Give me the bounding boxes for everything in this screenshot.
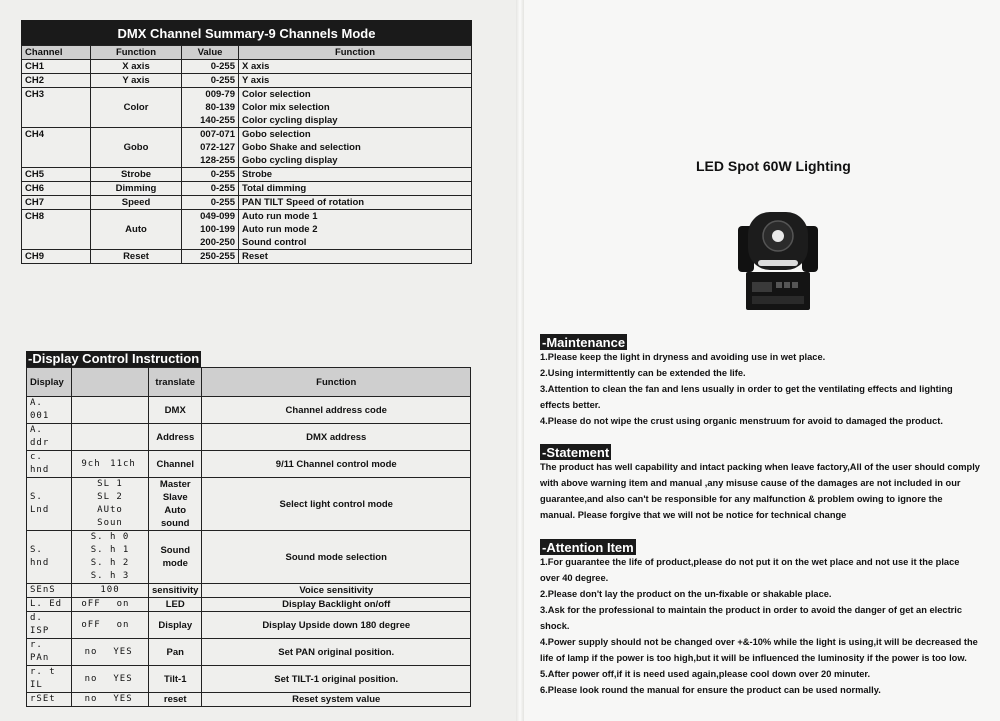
dmx-value: 009-79 <box>205 89 235 100</box>
dmx-value-cell <box>182 60 239 74</box>
dci-option: no <box>84 646 98 657</box>
dci-function-cell: Display Upside down 180 degree <box>202 612 471 639</box>
dci-option: S. h 1 <box>90 545 130 555</box>
led-strip <box>758 260 798 266</box>
button-icon <box>792 282 798 288</box>
dmx-description: Strobe <box>242 169 273 180</box>
dci-option: 11ch <box>110 458 136 469</box>
dci-function-cell: Set TILT-1 original position. <box>202 666 471 693</box>
dmx-value: 0-255 <box>210 169 235 180</box>
dci-options-cell <box>72 397 149 424</box>
display-panel <box>752 282 772 292</box>
dci-row <box>27 639 471 666</box>
dmx-row <box>22 128 472 168</box>
dmx-row <box>22 210 472 250</box>
dmx-channel-cell: CH1 <box>22 60 91 74</box>
dci-options-cell <box>72 584 149 598</box>
dci-option: AUto <box>97 505 123 515</box>
dmx-rows <box>22 60 472 264</box>
dci-option: YES <box>113 694 133 704</box>
lens-icon <box>772 230 784 242</box>
dci-options-cell <box>72 639 149 666</box>
dci-translate: sound <box>160 518 190 529</box>
dci-row <box>27 424 471 451</box>
dci-translate-cell <box>149 478 202 531</box>
statement-text <box>540 459 980 523</box>
attention-title: -Attention Item <box>542 540 634 555</box>
dci-function-cell: Sound mode selection <box>202 531 471 584</box>
dmx-value-cell <box>182 250 239 264</box>
dmx-channel-cell: CH8 <box>22 210 91 250</box>
dci-row <box>27 531 471 584</box>
product-title: LED Spot 60W Lighting <box>696 158 851 174</box>
dci-translate-cell <box>149 612 202 639</box>
dci-display-cell: SEnS <box>27 584 72 598</box>
dmx-row <box>22 168 472 182</box>
dmx-value: 100-199 <box>200 224 235 235</box>
dci-translate: Tilt-1 <box>163 673 187 685</box>
dmx-function-cell: Reset <box>91 250 182 264</box>
dmx-channel-cell: CH4 <box>22 128 91 168</box>
dci-display-cell: L. Ed <box>27 598 72 612</box>
dci-row <box>27 612 471 639</box>
dci-translate-cell <box>149 666 202 693</box>
dmx-function-cell: Strobe <box>91 168 182 182</box>
dmx-description-cell <box>239 88 472 128</box>
dci-header-row <box>27 368 471 397</box>
dci-options-cell <box>72 598 149 612</box>
attention-item: 2.Please don't lay the product on the un-fixable or shakable place. <box>540 589 832 599</box>
dmx-description: Total dimming <box>242 183 307 194</box>
attention-item: 4.Power supply should not be changed over +&-10% while the light is using,it will be decreased the life of lamp if the power is too high,but it will be influenced the luminosity if the power is too low. <box>540 637 978 663</box>
dmx-function-cell: Y axis <box>91 74 182 88</box>
dci-options-cell <box>72 478 149 531</box>
dci-function-cell: Set PAN original position. <box>202 639 471 666</box>
dci-translate: LED <box>165 599 185 610</box>
dmx-value-cell <box>182 210 239 250</box>
dci-translate-cell <box>149 397 202 424</box>
dmx-description: Gobo cycling display <box>242 155 338 166</box>
page-fold <box>516 0 524 721</box>
dmx-value-cell <box>182 182 239 196</box>
maintenance-text <box>540 349 980 429</box>
dci-options-cell <box>72 451 149 478</box>
dci-function-cell: 9/11 Channel control mode <box>202 451 471 478</box>
maintenance-item: 1.Please keep the light in dryness and avoiding use in wet place. <box>540 352 826 362</box>
dmx-summary-table <box>21 20 472 264</box>
dmx-description: Color mix selection <box>242 102 330 113</box>
dmx-header-value: Value <box>182 46 239 60</box>
dmx-function-cell: Dimming <box>91 182 182 196</box>
attention-item: 3.Ask for the professional to maintain the product in order to avoid the danger of get an electric shock. <box>540 605 963 631</box>
dci-row <box>27 598 471 612</box>
dmx-value-cell <box>182 74 239 88</box>
dci-translate: DMX <box>164 404 186 416</box>
attention-item: 6.Please look round the manual for ensure the product can be used normally. <box>540 685 881 695</box>
dci-options-cell <box>72 424 149 451</box>
dci-translate: reset <box>163 694 187 705</box>
dci-translate-cell <box>149 693 202 707</box>
dci-display-cell: d. ISP <box>27 612 72 639</box>
dmx-description: PAN TILT Speed of rotation <box>242 197 365 208</box>
dmx-channel-cell: CH7 <box>22 196 91 210</box>
dci-display-cell: c. hnd <box>27 451 72 478</box>
dmx-description-cell <box>239 250 472 264</box>
dmx-value: 0-255 <box>210 75 235 86</box>
dci-option: 9ch <box>81 458 101 469</box>
dci-translate: Channel <box>156 458 194 470</box>
dmx-description: Reset <box>242 251 268 262</box>
display-control-title: -Display Control Instruction <box>28 351 200 366</box>
dmx-value: 072-127 <box>200 142 235 153</box>
dmx-value-cell <box>182 196 239 210</box>
dmx-description: Color selection <box>242 89 311 100</box>
dci-translate-cell <box>149 639 202 666</box>
dci-option: YES <box>113 646 133 657</box>
dci-translate-cell <box>149 424 202 451</box>
dci-translate: Slave <box>162 492 188 503</box>
dci-option: 100 <box>100 585 120 595</box>
dmx-description-cell <box>239 168 472 182</box>
display-control-table <box>26 367 471 707</box>
dci-header-function: Function <box>202 368 471 397</box>
dmx-value: 0-255 <box>210 197 235 208</box>
dmx-channel-cell: CH6 <box>22 182 91 196</box>
dci-options-cell <box>72 531 149 584</box>
maintenance-item: 4.Please do not wipe the crust using organic menstruum for avoid to damaged the product. <box>540 416 943 426</box>
dmx-value: 049-099 <box>200 211 235 222</box>
dci-header-translate: translate <box>149 368 202 397</box>
dci-row <box>27 584 471 598</box>
dci-options-cell <box>72 666 149 693</box>
dmx-header-row <box>22 46 472 60</box>
dmx-row <box>22 60 472 74</box>
dci-display-cell: rSEt <box>27 693 72 707</box>
dci-row <box>27 666 471 693</box>
dmx-row <box>22 74 472 88</box>
dmx-function-cell: Auto <box>91 210 182 250</box>
dci-row <box>27 693 471 707</box>
maintenance-item: 2.Using intermittently can be extended the life. <box>540 368 746 378</box>
attention-item: 1.For guarantee the life of product,please do not put it on the wet place and not use it the place over 40 degree. <box>540 557 960 583</box>
dmx-channel-cell: CH5 <box>22 168 91 182</box>
dmx-function-cell: Gobo <box>91 128 182 168</box>
dci-option: S. h 0 <box>90 532 130 542</box>
dci-option: on <box>116 619 130 630</box>
dci-option: no <box>84 673 98 684</box>
button-icon <box>776 282 782 288</box>
dci-row <box>27 451 471 478</box>
dci-option: oFF <box>81 619 101 630</box>
dci-display-cell: S. hnd <box>27 531 72 584</box>
dmx-description: Auto run mode 2 <box>242 224 318 235</box>
dci-header-options <box>72 368 149 397</box>
dci-function-cell: Channel address code <box>202 397 471 424</box>
dmx-value-cell <box>182 88 239 128</box>
dmx-function-cell: Speed <box>91 196 182 210</box>
dci-option: Soun <box>97 518 123 528</box>
dmx-description: Gobo selection <box>242 129 311 140</box>
dci-function-cell: Select light control mode <box>202 478 471 531</box>
dmx-value: 007-071 <box>200 129 235 140</box>
attention-item: 5.After power off,if it is need used again,please cool down over 20 minuter. <box>540 669 871 679</box>
dci-option: no <box>84 694 98 704</box>
dmx-value: 200-250 <box>200 237 235 248</box>
dci-option: oFF <box>81 599 101 609</box>
dci-option: SL 2 <box>97 492 123 502</box>
dci-display-cell: A. ddr <box>27 424 72 451</box>
dmx-description-cell <box>239 182 472 196</box>
dmx-description: X axis <box>242 61 270 72</box>
statement-paragraph: The product has well capability and intact packing when leave factory,All of the user should comply with above warning item and manual ,any misuse cause of the damages are not included in our guarantee,and also can't be responsible for any malfunction & problem owing to ignore the manual. Please forgive that we will not be notice for technical change <box>540 462 980 520</box>
dmx-value: 0-255 <box>210 61 235 72</box>
dmx-description: Y axis <box>242 75 270 86</box>
maintenance-title: -Maintenance <box>542 335 626 350</box>
dmx-channel-cell: CH2 <box>22 74 91 88</box>
dci-row <box>27 397 471 424</box>
dmx-description: Color cycling display <box>242 115 338 126</box>
dci-options-cell <box>72 693 149 707</box>
dmx-function-cell: X axis <box>91 60 182 74</box>
dmx-value: 140-255 <box>200 115 235 126</box>
vent-grille <box>752 296 804 304</box>
dci-translate: Address <box>156 431 195 443</box>
dci-rows <box>27 397 471 707</box>
dci-option: SL 1 <box>97 479 123 489</box>
dmx-function-cell: Color <box>91 88 182 128</box>
dmx-channel-cell: CH3 <box>22 88 91 128</box>
statement-title: -Statement <box>542 445 610 460</box>
dci-function-cell: Reset system value <box>202 693 471 707</box>
dci-display-cell: S. Lnd <box>27 478 72 531</box>
dci-translate: Auto <box>164 505 187 516</box>
dci-translate: sensitivity <box>152 585 199 596</box>
dmx-value-cell <box>182 128 239 168</box>
dmx-row <box>22 196 472 210</box>
dci-function-cell: Voice sensitivity <box>202 584 471 598</box>
dci-options-cell <box>72 612 149 639</box>
dmx-description: Auto run mode 1 <box>242 211 318 222</box>
dci-translate-cell <box>149 598 202 612</box>
dci-translate-cell <box>149 451 202 478</box>
dci-option: on <box>116 599 130 609</box>
dci-display-cell: r. t IL <box>27 666 72 693</box>
dmx-description: Sound control <box>242 237 307 248</box>
dci-display-cell: r. PAn <box>27 639 72 666</box>
dci-translate-cell <box>149 531 202 584</box>
dmx-value: 80-139 <box>205 102 235 113</box>
dci-translate: Display <box>158 619 193 631</box>
dmx-summary-title: DMX Channel Summary-9 Channels Mode <box>21 20 472 45</box>
dci-header-display: Display <box>27 368 72 397</box>
dci-display-cell: A. 001 <box>27 397 72 424</box>
dci-translate: Master <box>159 479 191 490</box>
dmx-row <box>22 88 472 128</box>
dmx-value-cell <box>182 168 239 182</box>
dmx-value: 0-255 <box>210 183 235 194</box>
dmx-row <box>22 182 472 196</box>
dci-function-cell: Display Backlight on/off <box>202 598 471 612</box>
dci-function-cell: DMX address <box>202 424 471 451</box>
dmx-description: Gobo Shake and selection <box>242 142 361 153</box>
dmx-description-cell <box>239 128 472 168</box>
dmx-row <box>22 250 472 264</box>
dmx-channel-cell: CH9 <box>22 250 91 264</box>
dci-translate: mode <box>162 558 188 569</box>
dci-option: S. h 3 <box>90 571 130 581</box>
dmx-value: 250-255 <box>200 251 235 262</box>
maintenance-item: 3.Attention to clean the fan and lens usually in order to get the ventilating effects and lighting effects better. <box>540 384 953 410</box>
dci-translate-cell <box>149 584 202 598</box>
dmx-value: 128-255 <box>200 155 235 166</box>
dmx-header-function: Function <box>91 46 182 60</box>
moving-head-light-image <box>736 206 820 314</box>
dmx-description-cell <box>239 74 472 88</box>
dmx-description-cell <box>239 60 472 74</box>
dmx-header-description: Function <box>239 46 472 60</box>
dmx-header-channel: Channel <box>22 46 91 60</box>
dci-translate: Pan <box>166 646 184 658</box>
attention-text <box>540 554 980 698</box>
dmx-description-cell <box>239 196 472 210</box>
button-icon <box>784 282 790 288</box>
dci-row <box>27 478 471 531</box>
dmx-description-cell <box>239 210 472 250</box>
dci-option: S. h 2 <box>90 558 130 568</box>
dci-option: YES <box>113 673 133 684</box>
dci-translate: Sound <box>160 545 191 556</box>
